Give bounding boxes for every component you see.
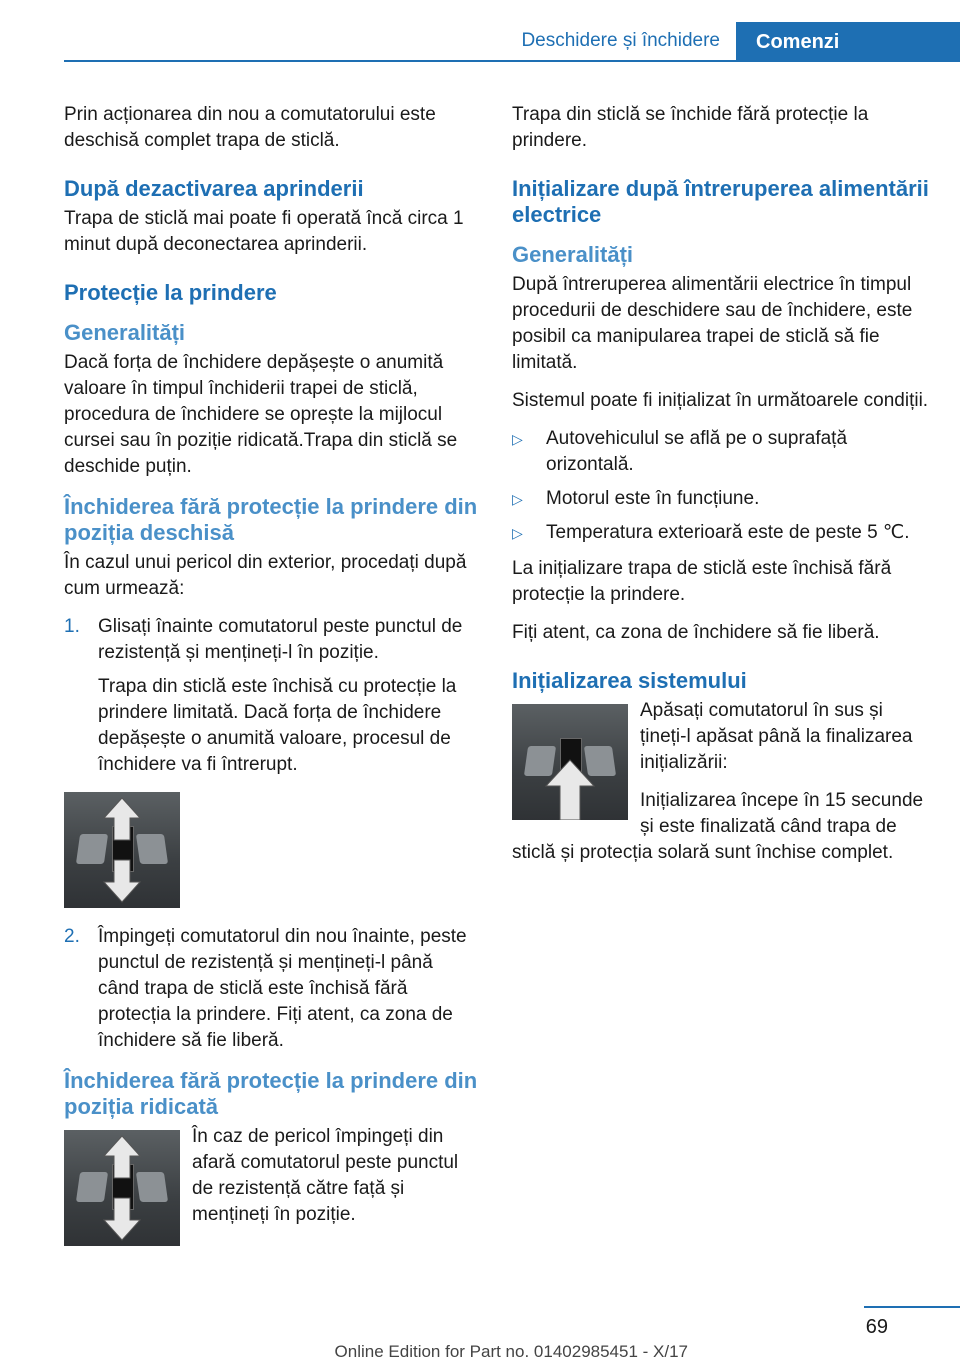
heading-init-after-power-loss: Inițializare după întreruperea alimentării electrice	[512, 176, 929, 227]
heading-pinch-protection: Protecție la prindere	[64, 280, 277, 305]
page-number: 69	[865, 1316, 888, 1338]
right-column	[512, 102, 932, 878]
conditions-list	[512, 426, 932, 546]
condition-item: ▷ Autovehiculul se află pe o suprafață orizontală.	[512, 428, 848, 475]
heading-after-ignition: După dezactivarea aprinderii	[64, 176, 364, 201]
step-number: 1.	[64, 616, 80, 637]
step-text: Glisați înainte comutatorul peste punctul de rezistență și mențineți-l în poziție.	[98, 616, 463, 663]
header-chapter-tab: Comenzi	[736, 22, 960, 62]
paragraph: Prin acționarea din nou a comutatorului este deschisă complet trapa de sticlă.	[64, 104, 436, 151]
step-item	[64, 924, 479, 1054]
steps-list	[64, 614, 479, 778]
paragraph: Apăsați comutatorul în sus și țineți-l apăsat până la finalizarea inițializării:	[640, 700, 913, 773]
triangle-bullet-icon: ▷	[512, 491, 523, 507]
paragraph: În cazul unui pericol din exterior, procedați după cum urmează:	[64, 552, 467, 599]
roof-switch-image-2	[64, 1130, 180, 1246]
paragraph: La inițializare trapa de sticlă este închisă fără protecție la prindere.	[512, 558, 892, 605]
header-section-title: Deschidere și închidere	[521, 30, 720, 51]
steps-list-continued	[64, 924, 479, 1054]
triangle-bullet-icon: ▷	[512, 525, 523, 541]
paragraph: Trapa de sticlă mai poate fi operată încă circa 1 minut după deconectarea aprinderii.	[64, 208, 464, 255]
heading-close-raised-position: Închiderea fără protecție la prindere din poziția ridicată	[64, 1068, 478, 1119]
paragraph: Dacă forța de închidere depășește o anumită valoare în timpul închiderii trapei de sticlă, procedura de închidere se oprește la mijlocul cursei sau în poziție ridicată.Trapa din sticlă se deschide puțin.	[64, 352, 458, 477]
paragraph: Inițializarea începe în 15 secunde și este finalizată când trapa de sticlă și protecția solară sunt închise complet.	[512, 790, 924, 863]
step-text: Împingeți comutatorul din nou înainte, peste punctul de rezistență și mențineți-l până când trapa de sticlă este închisă fără protecția la prindere. Fiți atent, ca zona de închidere să fie liberă.	[98, 926, 467, 1051]
edition-note: Online Edition for Part no. 01402985451 - X/17	[334, 1342, 688, 1361]
heading-close-open-position: Închiderea fără protecție la prindere din poziția deschisă	[64, 494, 478, 545]
left-column	[64, 102, 479, 1252]
step-number: 2.	[64, 926, 80, 947]
header-rule	[64, 60, 960, 62]
paragraph: În caz de pericol împingeți din afară comutatorul peste punctul de rezistență către față și mențineți în poziție.	[192, 1126, 459, 1225]
paragraph: Trapa din sticlă se închide fără protecție la prindere.	[512, 104, 869, 151]
step-item	[64, 614, 479, 778]
roof-switch-image	[64, 792, 180, 908]
heading-general: Generalități	[64, 320, 186, 345]
paragraph: Sistemul poate fi inițializat în următoarele condiții.	[512, 390, 929, 411]
heading-system-init: Inițializarea sistemului	[512, 668, 747, 693]
paragraph: După întreruperea alimentării electrice în timpul procedurii de deschidere sau de închidere, este posibil ca manipularea trapei de sticlă să fie limitată.	[512, 274, 913, 373]
condition-item: ▷ Temperatura exterioară este de peste 5 ℃.	[512, 520, 932, 546]
condition-item: ▷ Motorul este în funcțiune.	[512, 486, 932, 512]
paragraph: Fiți atent, ca zona de închidere să fie liberă.	[512, 622, 880, 643]
triangle-bullet-icon: ▷	[512, 431, 523, 447]
footer-rule	[864, 1306, 960, 1308]
switch-illustration	[64, 792, 479, 908]
heading-general: Generalități	[512, 242, 634, 267]
roof-switch-press-image	[512, 704, 628, 820]
step-subtext: Trapa din sticlă este închisă cu protecție la prindere limitată. Dacă forța de închidere depășește o anumită valoare, procesul de închidere va fi întrerupt.	[98, 676, 457, 775]
